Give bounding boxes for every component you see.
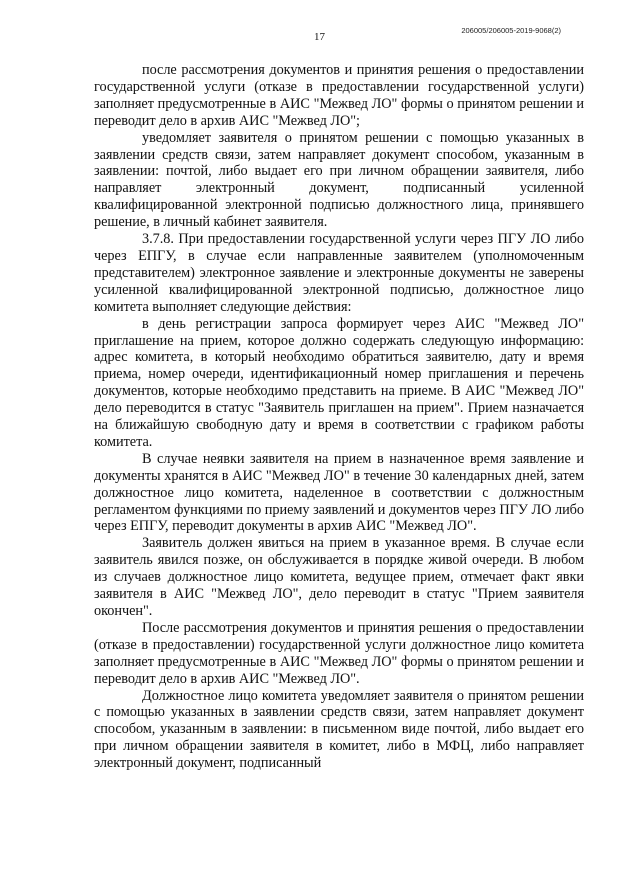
document-code: 206005/206005-2019-9068(2) [461,26,561,35]
document-body [94,62,584,772]
paragraph-official-notifies: Должностное лицо комитета уведомляет заявителя о принятом решении с помощью указанных в заявлении средств связи, затем направляет документ способом, указанным в заявлении: в письменном виде почтой, либо выдает его при личном обращении заявителя в комитет, либо в МФЦ, либо направляет электронный документ, подписанный [94,687,584,772]
paragraph-invitation: в день регистрации запроса формирует через АИС "Межвед ЛО" приглашение на прием, которое должно содержать следующую информацию: адрес комитета, в который необходимо обратиться заявителю, дату и время приема, номер очереди, идентификационный номер приглашения и перечень документов, которые необходимо представить на приеме. В АИС "Межвед ЛО" дело переводится в статус "Заявитель приглашен на прием". Прием назначается на ближайшую свободную дату и время в соответствии с графиком работы комитета. [94,315,584,450]
paragraph-appointment: Заявитель должен явиться на прием в указанное время. В случае если заявитель явился позже, он обслуживается в порядке живой очереди. В любом из случаев должностное лицо комитета, ведущее прием, отмечает факт явки заявителя в АИС "Межвед ЛО", дело переводит в статус "Прием заявителя окончен". [94,535,584,619]
paragraph-after-review: После рассмотрения документов и принятия решения о предоставлении (отказе в предоставлении) государственной услуги должностное лицо комитета заполняет предусмотренные в АИС "Межвед ЛО" формы о принятом решении и переводит дело в архив АИС "Межвед ЛО". [94,619,584,687]
page-number: 17 [314,31,325,43]
paragraph-section-3-7-8: 3.7.8. При предоставлении государственной услуги через ПГУ ЛО либо через ЕПГУ, в случае если направленные заявителем (уполномоченным представителем) электронное заявление и электронные документы не заверены усиленной квалифицированной электронной подписью, должностное лицо комитета выполняет следующие действия: [94,231,584,315]
paragraph-archive-decision: после рассмотрения документов и принятия решения о предоставлении государственной услуги (отказе в предоставлении государственной услуги) заполняет предусмотренные в АИС "Межвед ЛО" формы о принятом решении и переводит дело в архив АИС "Межвед ЛО"; [94,62,584,129]
paragraph-no-show: В случае неявки заявителя на прием в назначенное время заявление и документы хранятся в АИС "Межвед ЛО" в течение 30 календарных дней, затем должностное лицо комитета, наделенное в соответствии с должностным регламентом функциями по приему заявлений и документов через ПГУ ЛО либо через ЕПГУ, переводит документы в архив АИС "Межвед ЛО". [94,450,584,535]
paragraph-notify-applicant: уведомляет заявителя о принятом решении с помощью указанных в заявлении средств связи, затем направляет документ способом, указанным в заявлении: почтой, либо выдает его при личном обращении заявителя, либо направляет электронный документ, подписанный усиленной квалифицированной электронной подписью должностного лица, принявшего решение, в личный кабинет заявителя. [94,129,584,231]
